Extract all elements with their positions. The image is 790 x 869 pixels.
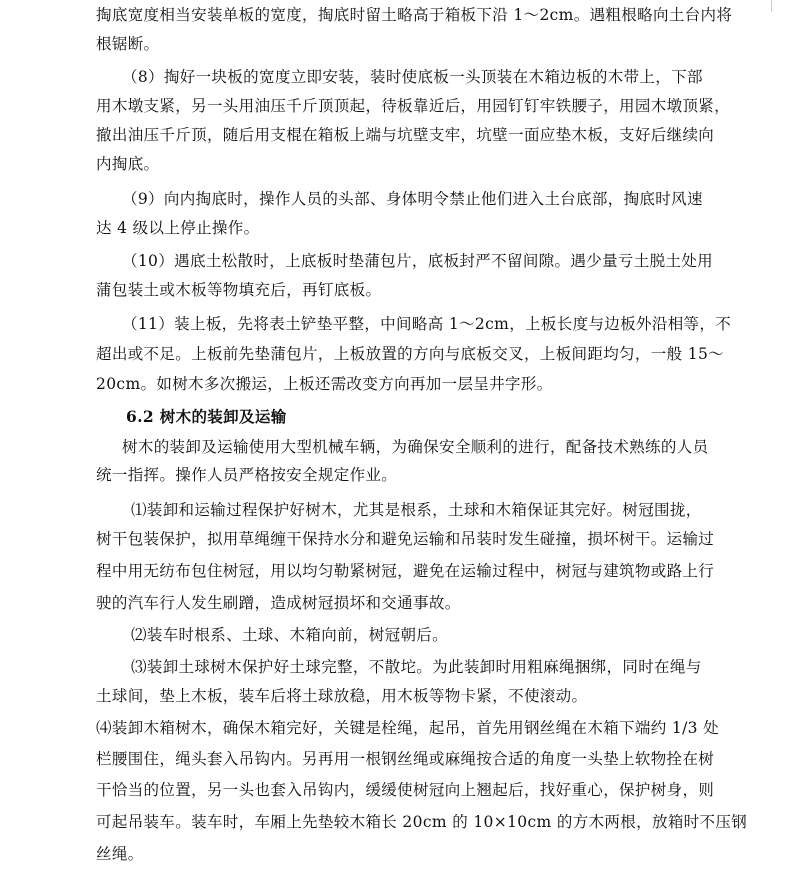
text-line: 内掏底。 <box>96 155 160 173</box>
text-line: 掏底宽度相当安装单板的宽度，掏底时留土略高于箱板下沿 1～2cm。遇粗根略向土台内将 <box>96 6 733 24</box>
text-line: 树干包装保护，拟用草绳缠干保持水分和避免运输和吊装时发生碰撞，损坏树干。运输过 <box>96 530 715 548</box>
text-line: 驶的汽车行人发生刷蹭，造成树冠损坏和交通事故。 <box>96 594 461 612</box>
text-line: 干恰当的位置，另一头也套入吊钩内，缓缓使树冠向上翘起后，找好重心，保护树身，则 <box>96 781 715 799</box>
text-line: 超出或不足。上板前先垫蒲包片，上板放置的方向与底板交叉，上板间距均匀，一般 15～ <box>96 345 725 363</box>
text-line: 统一指挥。操作人员严格按安全规定作业。 <box>96 466 398 484</box>
text-line: 土球间，垫上木板，装车后将土球放稳，用木板等物卡紧，不使滚动。 <box>96 687 588 705</box>
text-line: ⑷装卸木箱树木，确保木箱完好，关键是栓绳，起吊，首先用钢丝绳在木箱下端约 1/3 处 <box>96 719 720 737</box>
section-heading: 6.2 树木的装卸及运输 <box>126 407 287 426</box>
text-line: 树木的装卸及运输使用大型机械车辆，为确保安全顺利的进行，配备技术熟练的人员 <box>122 438 709 456</box>
text-line: 可起吊装车。装车时，车厢上先垫较木箱长 20cm 的 10×10cm 的方木两根，放箱时不压钢 <box>96 813 748 831</box>
text-line: 用木墩支紧，另一头用油压千斤顶顶起，待板靠近后，用园钉钉牢铁腰子，用园木墩顶紧， <box>96 97 731 115</box>
text-line: 根锯断。 <box>96 35 160 53</box>
text-line: （9）向内掏底时，操作人员的头部、身体明令禁止他们进入土台底部，掏底时风速 <box>122 190 703 208</box>
text-line: 撤出油压千斤顶，随后用支棍在箱板上端与坑壁支牢，坑壁一面应垫木板，支好后继续向 <box>96 126 715 144</box>
text-line: （8）掏好一块板的宽度立即安装，装时使底板一头顶装在木箱边板的木带上，下部 <box>122 68 703 86</box>
text-line: （10）遇底土松散时，上底板时垫蒲包片，底板封严不留间隙。遇少量亏土脱土处用 <box>122 252 714 270</box>
text-line: 丝绳。 <box>96 845 144 863</box>
text-line: ⑶装卸土球树木保护好土球完整，不散坨。为此装卸时用粗麻绳捆绑，同时在绳与 <box>131 658 702 676</box>
text-line: 达 4 级以上停止操作。 <box>96 219 260 237</box>
text-line: ⑵装车时根系、土球、木箱向前，树冠朝后。 <box>131 626 449 644</box>
text-line: 程中用无纺布包住树冠，用以均匀勒紧树冠，避免在运输过程中，树冠与建筑物或路上行 <box>96 562 715 580</box>
text-line: ⑴装卸和运输过程保护好树木，尤其是根系，土球和木箱保证其完好。树冠围拢， <box>131 501 702 519</box>
text-line: 栏腰围住，绳头套入吊钩内。另再用一根钢丝绳或麻绳按合适的角度一头垫上软物拴在树 <box>96 750 715 768</box>
text-line: 20cm。如树木多次搬运，上板还需改变方向再加一层呈井字形。 <box>96 375 553 393</box>
text-line: （11）装上板，先将表土铲垫平整，中间略高 1～2cm，上板长度与边板外沿相等，不 <box>122 315 732 333</box>
text-line: 蒲包装土或木板等物填充后，再钉底板。 <box>96 281 382 299</box>
